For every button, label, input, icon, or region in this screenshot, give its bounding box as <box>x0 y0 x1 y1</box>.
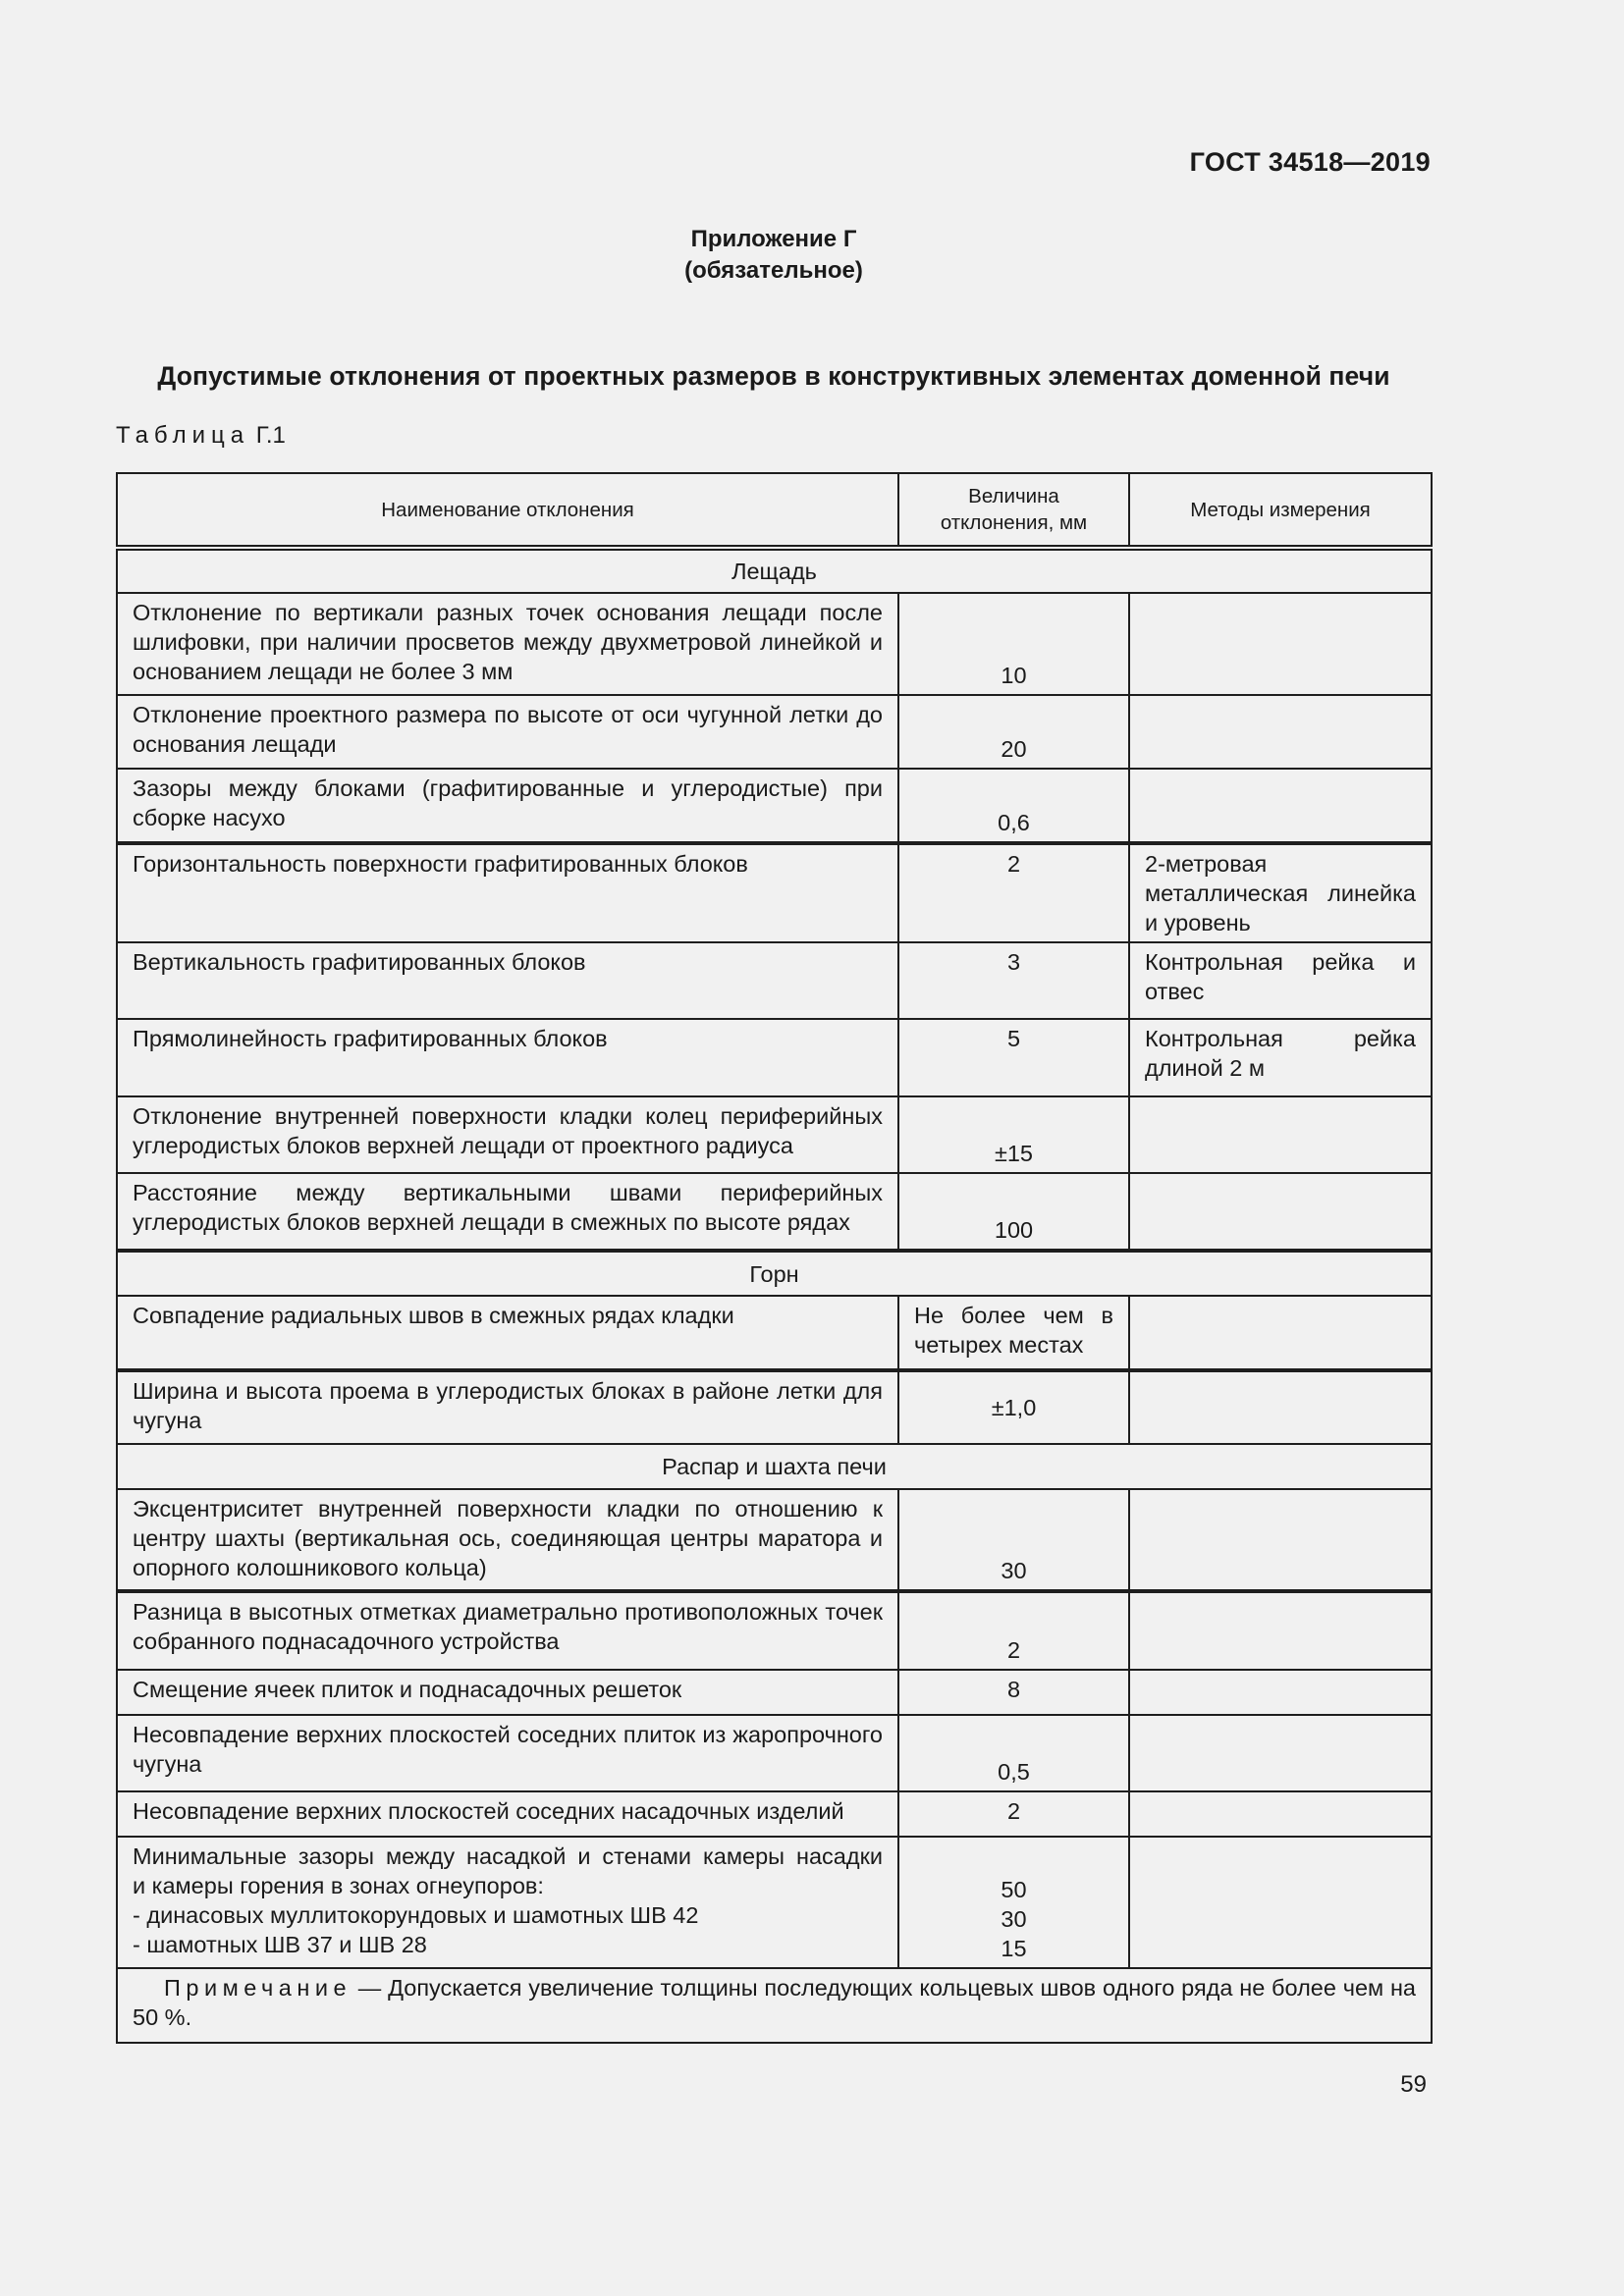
row-value: 0,5 <box>898 1715 1129 1791</box>
row-method <box>1129 1370 1432 1444</box>
row-name: Смещение ячеек плиток и поднасадочных решеток <box>117 1670 898 1715</box>
row-name: Расстояние между вертикальными швами периферийных углеродистых блоков верхней лещади в смежных по высоте рядах <box>117 1173 898 1251</box>
table-row <box>117 1791 1432 1837</box>
row-value: 2 <box>898 1791 1129 1837</box>
table-caption-word: Таблица <box>116 422 250 449</box>
row-name: Прямолинейность графитированных блоков <box>117 1019 898 1096</box>
appendix-heading <box>0 224 1547 287</box>
note-row <box>117 1968 1432 2043</box>
note-text: — Допускается увеличение толщины последующих кольцевых швов одного ряда не более чем на 50 %. <box>133 1975 1416 2030</box>
row-name: Отклонение проектного размера по высоте от оси чугунной летки до основания лещади <box>117 695 898 769</box>
row-method <box>1129 593 1432 695</box>
table-row <box>117 1370 1432 1444</box>
row-value: 10 <box>898 593 1129 695</box>
page-number: 59 <box>1400 2071 1427 2098</box>
row-name: Отклонение по вертикали разных точек основания лещади после шлифовки, при наличии просветов между двухметровой линейкой и основанием лещади не более 3 мм <box>117 593 898 695</box>
table-row <box>117 1019 1432 1096</box>
row-method <box>1129 1296 1432 1370</box>
table-row <box>117 1489 1432 1591</box>
table-row <box>117 695 1432 769</box>
table-caption <box>116 422 286 450</box>
column-header-value-line2: отклонения, мм <box>940 511 1088 534</box>
section-hearth-bottom: Лещадь <box>117 548 1432 593</box>
standard-number: ГОСТ 34518—2019 <box>1189 147 1431 177</box>
appendix-status: (обязательное) <box>684 257 863 284</box>
row-value: 0,6 <box>898 769 1129 843</box>
table-row <box>117 769 1432 843</box>
section-row <box>117 1444 1432 1489</box>
row-value: 5 <box>898 1019 1129 1096</box>
row-name: Вертикальность графитированных блоков <box>117 942 898 1019</box>
row-method: Контрольная рейка длиной 2 м <box>1129 1019 1432 1096</box>
row-name: Совпадение радиальных швов в смежных рядах кладки <box>117 1296 898 1370</box>
table-row <box>117 942 1432 1019</box>
table-note <box>117 1968 1432 2043</box>
table-header-row <box>117 473 1432 548</box>
row-value: 3 <box>898 942 1129 1019</box>
row-value: Не более чем в четырех местах <box>898 1296 1129 1370</box>
row-name <box>117 1837 898 1968</box>
row-name: Отклонение внутренней поверхности кладки колец периферийных углеродистых блоков верхней лещади от проектного радиуса <box>117 1096 898 1173</box>
table-row <box>117 1591 1432 1670</box>
section-row <box>117 1251 1432 1296</box>
row-value-line: 30 <box>1001 1906 1027 1932</box>
row-method <box>1129 1591 1432 1670</box>
row-method <box>1129 1096 1432 1173</box>
row-method: Контрольная рейка и отвес <box>1129 942 1432 1019</box>
section-bosh-shaft: Распар и шахта печи <box>117 1444 1432 1489</box>
row-name: Горизонтальность поверхности графитированных блоков <box>117 843 898 942</box>
row-value: 20 <box>898 695 1129 769</box>
row-name-line: и камеры горения в зонах огнеупоров: <box>133 1873 544 1898</box>
section-hearth: Горн <box>117 1251 1432 1296</box>
row-value: ±1,0 <box>898 1370 1129 1444</box>
row-value: 2 <box>898 1591 1129 1670</box>
table-row <box>117 843 1432 942</box>
row-value-line: 50 <box>1001 1877 1027 1902</box>
table-row <box>117 1173 1432 1251</box>
table-row <box>117 1670 1432 1715</box>
table-row <box>117 1837 1432 1968</box>
row-name: Разница в высотных отметках диаметрально противоположных точек собранного поднасадочного устройства <box>117 1591 898 1670</box>
table-row <box>117 593 1432 695</box>
row-value: ±15 <box>898 1096 1129 1173</box>
table-row <box>117 1296 1432 1370</box>
row-name-line: - динасовых муллитокорундовых и шамотных ШВ 42 <box>133 1902 699 1928</box>
note-label: Примечание <box>164 1975 352 2001</box>
row-method <box>1129 769 1432 843</box>
row-value: 30 <box>898 1489 1129 1591</box>
row-method <box>1129 1173 1432 1251</box>
document-title: Допустимые отклонения от проектных размеров в конструктивных элементах доменной печи <box>157 361 1390 391</box>
column-header-value-line1: Величина <box>968 485 1059 507</box>
section-row <box>117 548 1432 593</box>
row-name: Эксцентриситет внутренней поверхности кладки по отношению к центру шахты (вертикальная ось, соединяющая центры маратора и опорного колошникового кольца) <box>117 1489 898 1591</box>
row-value: 8 <box>898 1670 1129 1715</box>
row-name-line: Минимальные зазоры между насадкой и стенами камеры насадки <box>133 1843 883 1869</box>
row-name: Несовпадение верхних плоскостей соседних плиток из жаропрочного чугуна <box>117 1715 898 1791</box>
table-caption-number: Г.1 <box>255 422 286 449</box>
row-method: 2-метровая металлическая линейка и уровень <box>1129 843 1432 942</box>
row-method <box>1129 1489 1432 1591</box>
row-value: 100 <box>898 1173 1129 1251</box>
row-method <box>1129 1837 1432 1968</box>
row-name: Несовпадение верхних плоскостей соседних насадочных изделий <box>117 1791 898 1837</box>
column-header-method: Методы измерения <box>1129 473 1432 548</box>
row-name: Зазоры между блоками (графитированные и углеродистые) при сборке насухо <box>117 769 898 843</box>
row-name: Ширина и высота проема в углеродистых блоках в районе летки для чугуна <box>117 1370 898 1444</box>
row-method <box>1129 1670 1432 1715</box>
row-method <box>1129 695 1432 769</box>
row-name-line: - шамотных ШВ 37 и ШВ 28 <box>133 1932 427 1957</box>
row-method <box>1129 1791 1432 1837</box>
deviations-table <box>116 472 1433 2044</box>
row-value <box>898 1837 1129 1968</box>
row-method <box>1129 1715 1432 1791</box>
column-header-name: Наименование отклонения <box>117 473 898 548</box>
row-value: 2 <box>898 843 1129 942</box>
appendix-title: Приложение Г <box>690 226 857 252</box>
table-row <box>117 1715 1432 1791</box>
table-row <box>117 1096 1432 1173</box>
row-value-line: 15 <box>1001 1936 1027 1961</box>
column-header-value <box>898 473 1129 548</box>
